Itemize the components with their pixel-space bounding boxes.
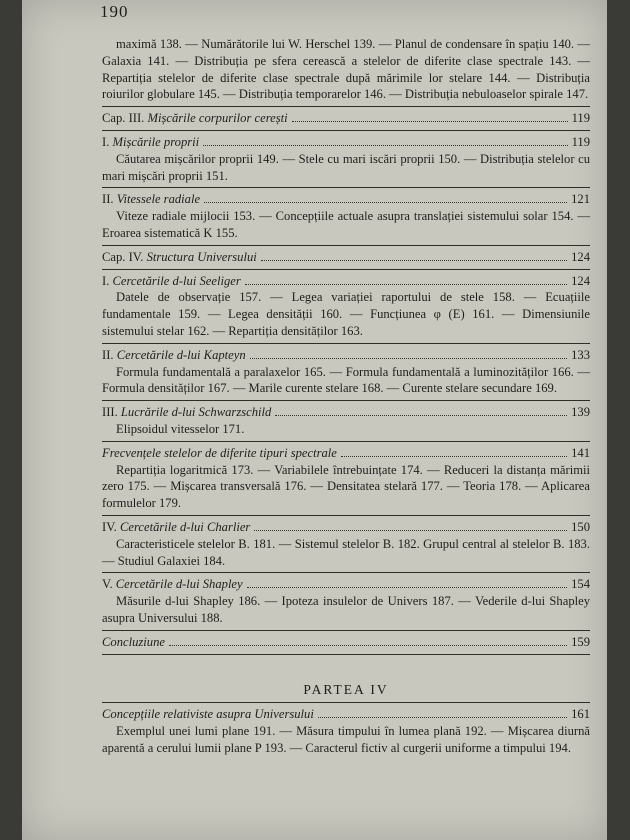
entry-title-text: Concluziune [102, 634, 165, 649]
entry-title [102, 110, 288, 127]
leader-dots [247, 587, 567, 588]
entry-title-text: Cercetările d-lui Seeliger [112, 273, 241, 288]
entry-description: Repartiția logaritmică 173. — Variabilele întrebuințate 174. — Reduceri la distanța mărimii zero 175. — Mișcarea transversală 176. — Densitatea stelară 177. — Teoria 178. — Aplicarea formulelor 179. [102, 462, 590, 511]
entry-page: 139 [571, 405, 590, 420]
toc-entry [102, 134, 590, 151]
entry-title [102, 445, 337, 462]
toc-entry [102, 110, 590, 127]
toc-entry [102, 347, 590, 364]
entry-prefix: Cap. IV. [102, 249, 144, 264]
divider [102, 654, 590, 655]
entry-title-text: Mișcările corpurilor cerești [147, 111, 288, 126]
entry-title [102, 634, 165, 651]
entry-title [102, 134, 199, 151]
entry-title [102, 404, 271, 421]
entry-page: 159 [571, 634, 590, 649]
toc-entry [102, 249, 590, 266]
intro-paragraph: maximă 138. — Numărătorile lui W. Herschel 139. — Planul de condensare în spațiu 140. — Galaxia 141. — Distribuția pe sfera cerească a stelelor de diferite clase spectrale 143. — Repartiția stelelor de diferite clase spectrale după mărimile lor stelare 144. — Distribuția roiurilor globulare 145. — Distribuția temporarelor 146. — Distribuția nebuloaselor spirale 147. [102, 37, 590, 102]
entry-title-text: Cercetările d-lui Shapley [115, 577, 243, 592]
divider [102, 187, 590, 188]
entry-title-text: Cercetările d-lui Kapteyn [116, 347, 246, 362]
toc-entry [102, 404, 590, 421]
entry-description: Datele de observație 157. — Legea variației raportului de stele 158. — Ecuațiile fundamentale 159. — Legea densității 160. — Funcțiunea φ (E) 161. — Dimensiunile sistemului stelar 162. — Repartiția densităților 163. [102, 290, 590, 338]
entry-description: Viteze radiale mijlocii 153. — Concepțiile actuale asupra translației sistemului solar 154. — Eroarea sistematică K 155. [102, 209, 590, 240]
toc-entry [102, 634, 590, 651]
entry-page: 133 [571, 347, 590, 362]
toc-entries [102, 110, 590, 654]
leader-dots [275, 415, 567, 416]
leader-dots [245, 284, 567, 285]
entry-page: 161 [571, 707, 590, 722]
entry-prefix: II. [102, 192, 114, 207]
entry-title [102, 191, 200, 208]
entry-title [102, 347, 246, 364]
leader-dots [261, 260, 567, 261]
divider [102, 515, 590, 516]
book-page [22, 0, 607, 840]
toc-entry [102, 273, 590, 290]
entry-description: Măsurile d-lui Shapley 186. — Ipoteza insulelor de Univers 187. — Vederile d-lui Shapley asupra Universului 188. [102, 594, 590, 625]
entry-prefix: Cap. III. [102, 111, 145, 126]
entry-title-text: Mișcările proprii [112, 134, 200, 149]
entry-title [102, 273, 241, 290]
entry-description: Elipsoidul vitesselor 171. [116, 421, 245, 436]
entry-page: 141 [571, 445, 590, 460]
divider [102, 106, 590, 107]
divider [102, 630, 590, 631]
entry-title-text: Structura Universului [146, 249, 257, 264]
part-heading: PARTEA IV [303, 681, 389, 697]
entry-description: Exemplul unei lumi plane 191. — Măsura timpului în lumea plană 192. — Mișcarea diurnă aparentă a cerului lumii plane P 193. — Caracterul fictiv al curgerii uniforme a timpului 194. [102, 724, 590, 755]
entry-title [102, 249, 257, 266]
entry-title-text: Cercetările d-lui Charlier [119, 519, 251, 534]
entry-page: 119 [571, 111, 590, 126]
entry-title-text: Vitessele radiale [116, 192, 201, 207]
toc-entry [102, 576, 590, 593]
divider [102, 441, 590, 442]
entry-page: 119 [571, 134, 590, 149]
leader-dots [341, 456, 567, 457]
divider [102, 343, 590, 344]
entry-title: Concepțiile relativiste asupra Universului [102, 707, 314, 722]
divider [102, 702, 590, 703]
divider [102, 245, 590, 246]
toc-entry [102, 706, 590, 723]
entry-title-text: Lucrările d-lui Schwarzschild [120, 405, 272, 420]
leader-dots [250, 358, 567, 359]
leader-dots [203, 145, 567, 146]
entry-description: Caracteristicele stelelor B. 181. — Sistemul stelelor B. 182. Grupul central al stelelor B. 183. — Studiul Galaxiei 184. [102, 536, 590, 568]
entry-prefix: II. [102, 347, 114, 362]
divider [102, 400, 590, 401]
entry-page: 124 [571, 249, 590, 264]
toc-entry [102, 519, 590, 536]
divider [102, 269, 590, 270]
toc-entry [102, 191, 590, 208]
leader-dots [204, 202, 567, 203]
divider [102, 130, 590, 131]
entry-description: Formula fundamentală a paralaxelor 165. — Formula fundamentală a luminozităților 166. — Formula densităților 167. — Marile curente stelare 168. — Curente stelare secundare 169. [102, 364, 590, 396]
entry-page: 124 [571, 273, 590, 288]
entry-page: 150 [571, 519, 590, 534]
toc-entry [102, 445, 590, 462]
leader-dots [169, 645, 567, 646]
divider [102, 572, 590, 573]
entry-description: Căutarea mișcărilor proprii 149. — Stele cu mari iscări proprii 150. — Distribuția stelelor cu mari mișcări proprii 151. [102, 151, 590, 183]
leader-dots [292, 121, 568, 122]
entry-prefix: I. [102, 273, 110, 288]
entry-title [102, 576, 243, 593]
table-of-contents [102, 36, 590, 757]
entry-title [102, 519, 250, 536]
entry-prefix: V. [102, 577, 113, 592]
page-number: 190 [100, 2, 129, 21]
entry-prefix: IV. [102, 519, 117, 534]
leader-dots [318, 717, 567, 718]
leader-dots [254, 530, 567, 531]
entry-prefix: III. [102, 405, 118, 420]
entry-page: 121 [571, 192, 590, 207]
entry-prefix: I. [102, 134, 110, 149]
entry-title-text: Frecvențele stelelor de diferite tipuri spectrale [102, 445, 337, 460]
entry-page: 154 [571, 577, 590, 592]
